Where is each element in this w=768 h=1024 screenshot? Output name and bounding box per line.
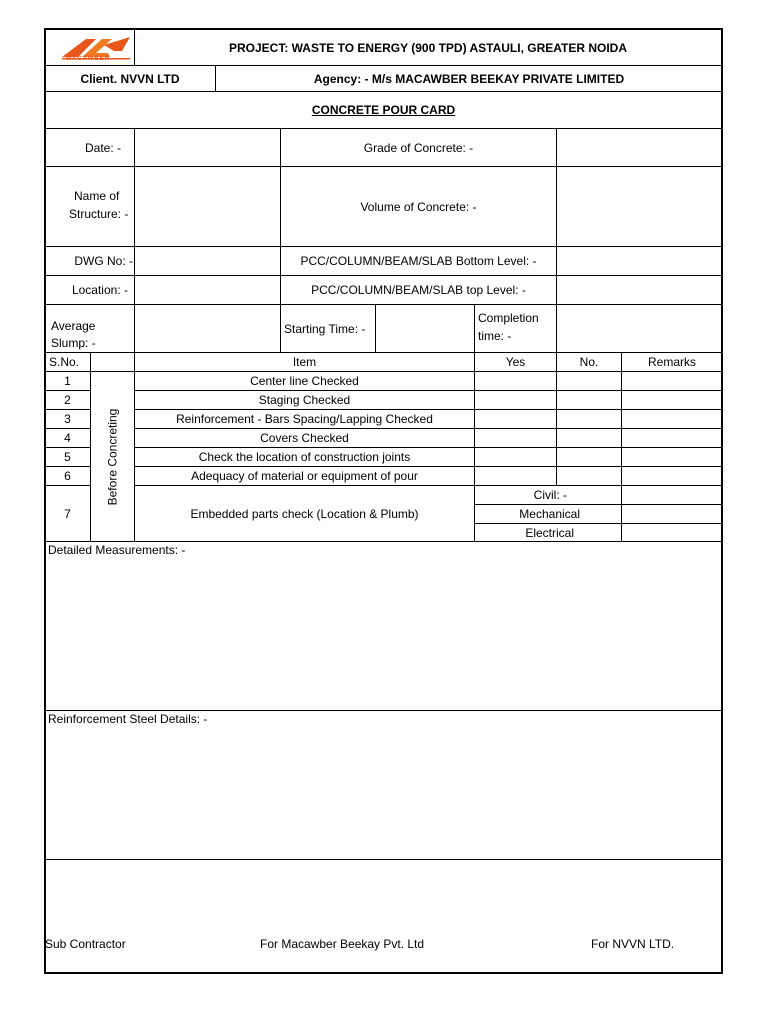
- row-1-sno: 1: [64, 374, 71, 388]
- before-concreting-group: [91, 372, 134, 542]
- structure-label-line1: Name of: [74, 189, 120, 203]
- row-4-no[interactable]: [557, 429, 621, 447]
- row-7-item: Embedded parts check (Location & Plumb): [190, 507, 419, 521]
- row-2-yes[interactable]: [475, 391, 556, 409]
- completion-label-line2: time: -: [478, 329, 512, 343]
- row-2-sno: 2: [64, 393, 71, 407]
- starting-time-value[interactable]: [376, 305, 474, 352]
- row-2-no[interactable]: [557, 391, 621, 409]
- volume-label: Volume of Concrete: -: [360, 199, 477, 214]
- row-1-remarks[interactable]: [622, 372, 722, 390]
- row-5-no[interactable]: [557, 448, 621, 466]
- row-5-item: Check the location of construction joints: [198, 450, 411, 464]
- grade-value[interactable]: [557, 129, 722, 166]
- row-6-remarks[interactable]: [622, 467, 722, 485]
- row-5-yes[interactable]: [475, 448, 556, 466]
- row-6-no[interactable]: [557, 467, 621, 485]
- row-3-remarks[interactable]: [622, 410, 722, 428]
- measurements-label: Detailed Measurements: -: [48, 543, 186, 557]
- row-4-remarks[interactable]: [622, 429, 722, 447]
- row-2-item: Staging Checked: [258, 393, 351, 407]
- col-header-item: Item: [292, 355, 317, 369]
- structure-value[interactable]: [135, 167, 280, 246]
- row-2-remarks[interactable]: [622, 391, 722, 409]
- sig-macawber: For Macawber Beekay Pvt. Ltd: [260, 937, 425, 951]
- completion-label-line1: Completion: [478, 311, 539, 325]
- row-7-sub-civil: Civil: -: [533, 488, 567, 502]
- col-header-yes: Yes: [505, 355, 526, 369]
- steel-details-label: Reinforcement Steel Details: -: [48, 712, 208, 726]
- col-header-remarks: Remarks: [647, 355, 696, 369]
- row-7-mechanical-remarks[interactable]: [622, 505, 722, 523]
- row-6-sno: 6: [64, 469, 71, 483]
- row-3-sno: 3: [64, 412, 71, 426]
- slump-value[interactable]: [135, 305, 280, 352]
- structure-label-line2: Structure: -: [69, 207, 129, 221]
- date-label: Date: -: [84, 140, 121, 155]
- slump-label-line2: Slump: -: [51, 336, 96, 350]
- row-3-item: Reinforcement - Bars Spacing/Lapping Checked: [176, 412, 433, 426]
- form-title: CONCRETE POUR CARD: [311, 103, 456, 117]
- slump-label-line1: Average: [51, 319, 96, 333]
- dwg-value[interactable]: [135, 247, 280, 275]
- bottom-level-value[interactable]: [557, 247, 722, 275]
- bottom-level-label: PCC/COLUMN/BEAM/SLAB Bottom Level: -: [300, 254, 537, 268]
- sig-nvvn: For NVVN LTD.: [591, 937, 675, 951]
- before-concreting-label: Before Concreting: [105, 408, 120, 506]
- col-header-no: No.: [579, 355, 599, 369]
- row-3-no[interactable]: [557, 410, 621, 428]
- row-3-yes[interactable]: [475, 410, 556, 428]
- row-7-sub-electrical: Electrical: [525, 526, 574, 540]
- row-7-sub-mechanical: Mechanical: [519, 507, 580, 521]
- row-7-sno: 7: [64, 507, 71, 521]
- row-4-item: Covers Checked: [260, 431, 349, 445]
- top-level-label: PCC/COLUMN/BEAM/SLAB top Level: -: [311, 283, 526, 297]
- project-title: PROJECT: WASTE TO ENERGY (900 TPD) ASTAULI, GREATER NOIDA: [228, 40, 628, 55]
- dwg-label: DWG No: -: [74, 254, 133, 268]
- date-value[interactable]: [135, 129, 280, 166]
- row-7-civil-remarks[interactable]: [622, 486, 722, 504]
- row-5-remarks[interactable]: [622, 448, 722, 466]
- volume-value[interactable]: [557, 167, 722, 246]
- client-name: Client. NVVN LTD: [80, 71, 180, 86]
- row-6-item: Adequacy of material or equipment of pour: [191, 469, 418, 483]
- row-5-sno: 5: [64, 450, 71, 464]
- grade-label: Grade of Concrete: -: [363, 140, 474, 155]
- sig-sub-contractor: Sub Contractor: [45, 937, 126, 951]
- row-6-yes[interactable]: [475, 467, 556, 485]
- location-label: Location: -: [71, 283, 128, 297]
- measurements-area[interactable]: [45, 560, 722, 710]
- logo-text: MACAWBER: [66, 56, 110, 62]
- location-value[interactable]: [135, 276, 280, 304]
- row-4-yes[interactable]: [475, 429, 556, 447]
- completion-time-value[interactable]: [557, 305, 722, 352]
- company-logo: [56, 31, 134, 65]
- row-4-sno: 4: [64, 431, 71, 445]
- agency-name: Agency: - M/s MACAWBER BEEKAY PRIVATE LIMITED: [313, 71, 625, 86]
- top-level-value[interactable]: [557, 276, 722, 304]
- starting-time-label: Starting Time: -: [284, 321, 366, 336]
- steel-details-area[interactable]: [45, 729, 722, 859]
- col-header-sno: S.No.: [49, 355, 80, 369]
- row-1-yes[interactable]: [475, 372, 556, 390]
- row-1-item: Center line Checked: [250, 374, 359, 388]
- row-1-no[interactable]: [557, 372, 621, 390]
- row-7-electrical-remarks[interactable]: [622, 524, 722, 542]
